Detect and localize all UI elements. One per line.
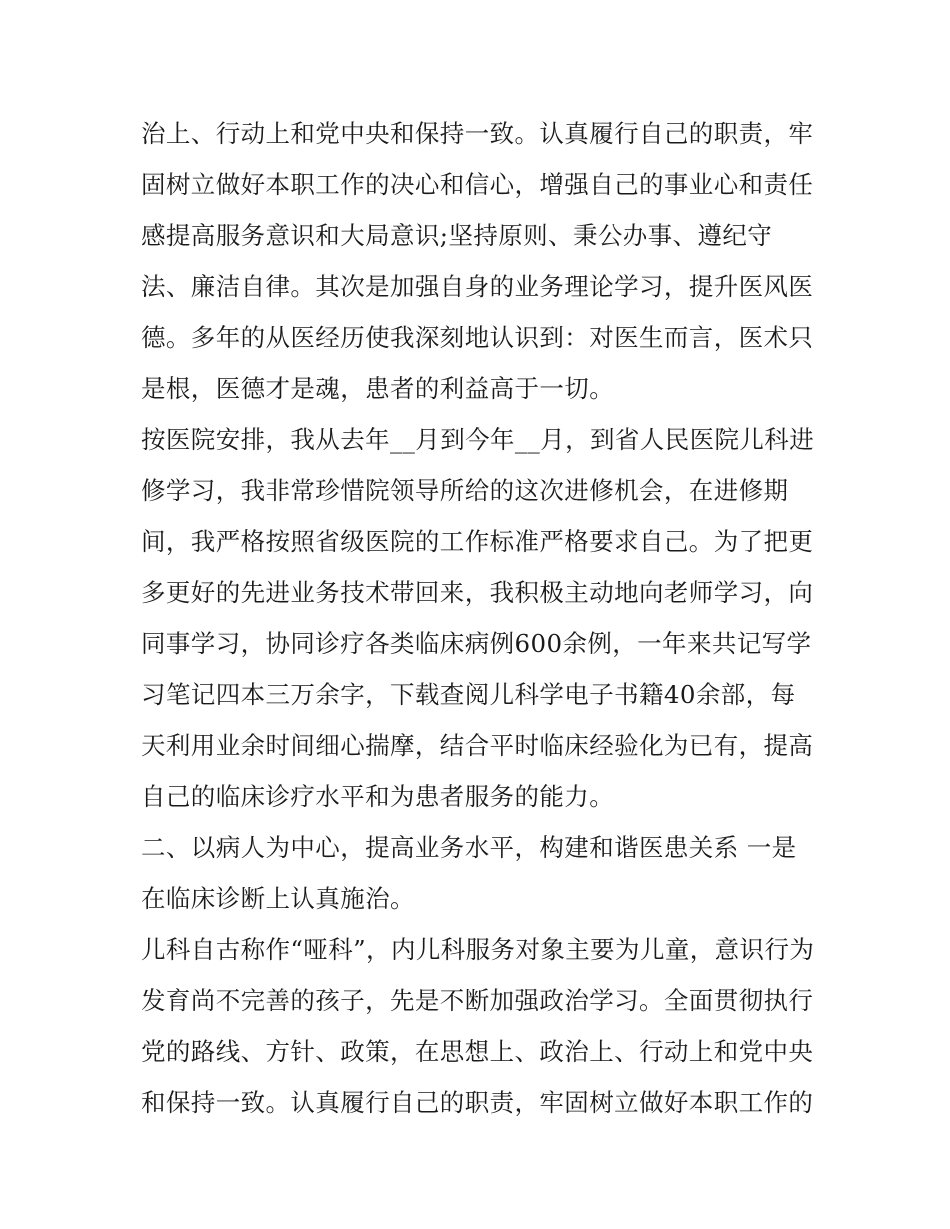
body-text xyxy=(141,108,821,1128)
text-line: 法、廉洁自律。其次是加强自身的业务理论学习，提升医风医 xyxy=(141,272,814,301)
text-line: 自己的临床诊疗水平和为患者服务的能力。 xyxy=(141,782,615,811)
text-line: 天利用业余时间细心揣摩，结合平时临床经验化为已有，提高 xyxy=(141,731,814,760)
text-line: 和保持一致。认真履行自己的职责，牢固树立做好本职工作的 xyxy=(141,1088,814,1117)
text-line: 固树立做好本职工作的决心和信心，增强自己的事业心和责任 xyxy=(141,170,814,199)
text-line: 多更好的先进业务技术带回来，我积极主动地向老师学习，向 xyxy=(141,578,814,607)
text-line: 感提高服务意识和大局意识;坚持原则、秉公办事、遵纪守 xyxy=(141,221,773,250)
text-line: 修学习，我非常珍惜院领导所给的这次进修机会，在进修期 xyxy=(141,476,789,505)
text-line: 同事学习，协同诊疗各类临床病例600余例，一年来共记写学 xyxy=(141,629,812,658)
text-line: 治上、行动上和党中央和保持一致。认真履行自己的职责，牢 xyxy=(141,119,814,148)
text-line: 是根，医德才是魂，患者的利益高于一切。 xyxy=(141,374,615,403)
text-line: 儿科自古称作“哑科”，内儿科服务对象主要为儿童，意识行为 xyxy=(141,935,815,964)
text-line: 德。多年的从医经历使我深刻地认识到：对医生而言，医术只 xyxy=(141,323,814,352)
text-line: 按医院安排，我从去年__月到今年__月，到省人民医院儿科进 xyxy=(141,425,815,454)
text-line: 习笔记四本三万余字，下载查阅儿科学电子书籍40余部，每 xyxy=(141,680,796,709)
text-line: 在临床诊断上认真施治。 xyxy=(141,884,415,913)
text-line: 党的路线、方针、政策，在思想上、政治上、行动上和党中央 xyxy=(141,1037,814,1066)
text-line: 发育尚不完善的孩子，先是不断加强政治学习。全面贯彻执行 xyxy=(141,986,814,1015)
text-line: 二、以病人为中心，提高业务水平，构建和谐医患关系 一是 xyxy=(141,833,797,862)
text-line: 间，我严格按照省级医院的工作标准严格要求自己。为了把更 xyxy=(141,527,814,556)
